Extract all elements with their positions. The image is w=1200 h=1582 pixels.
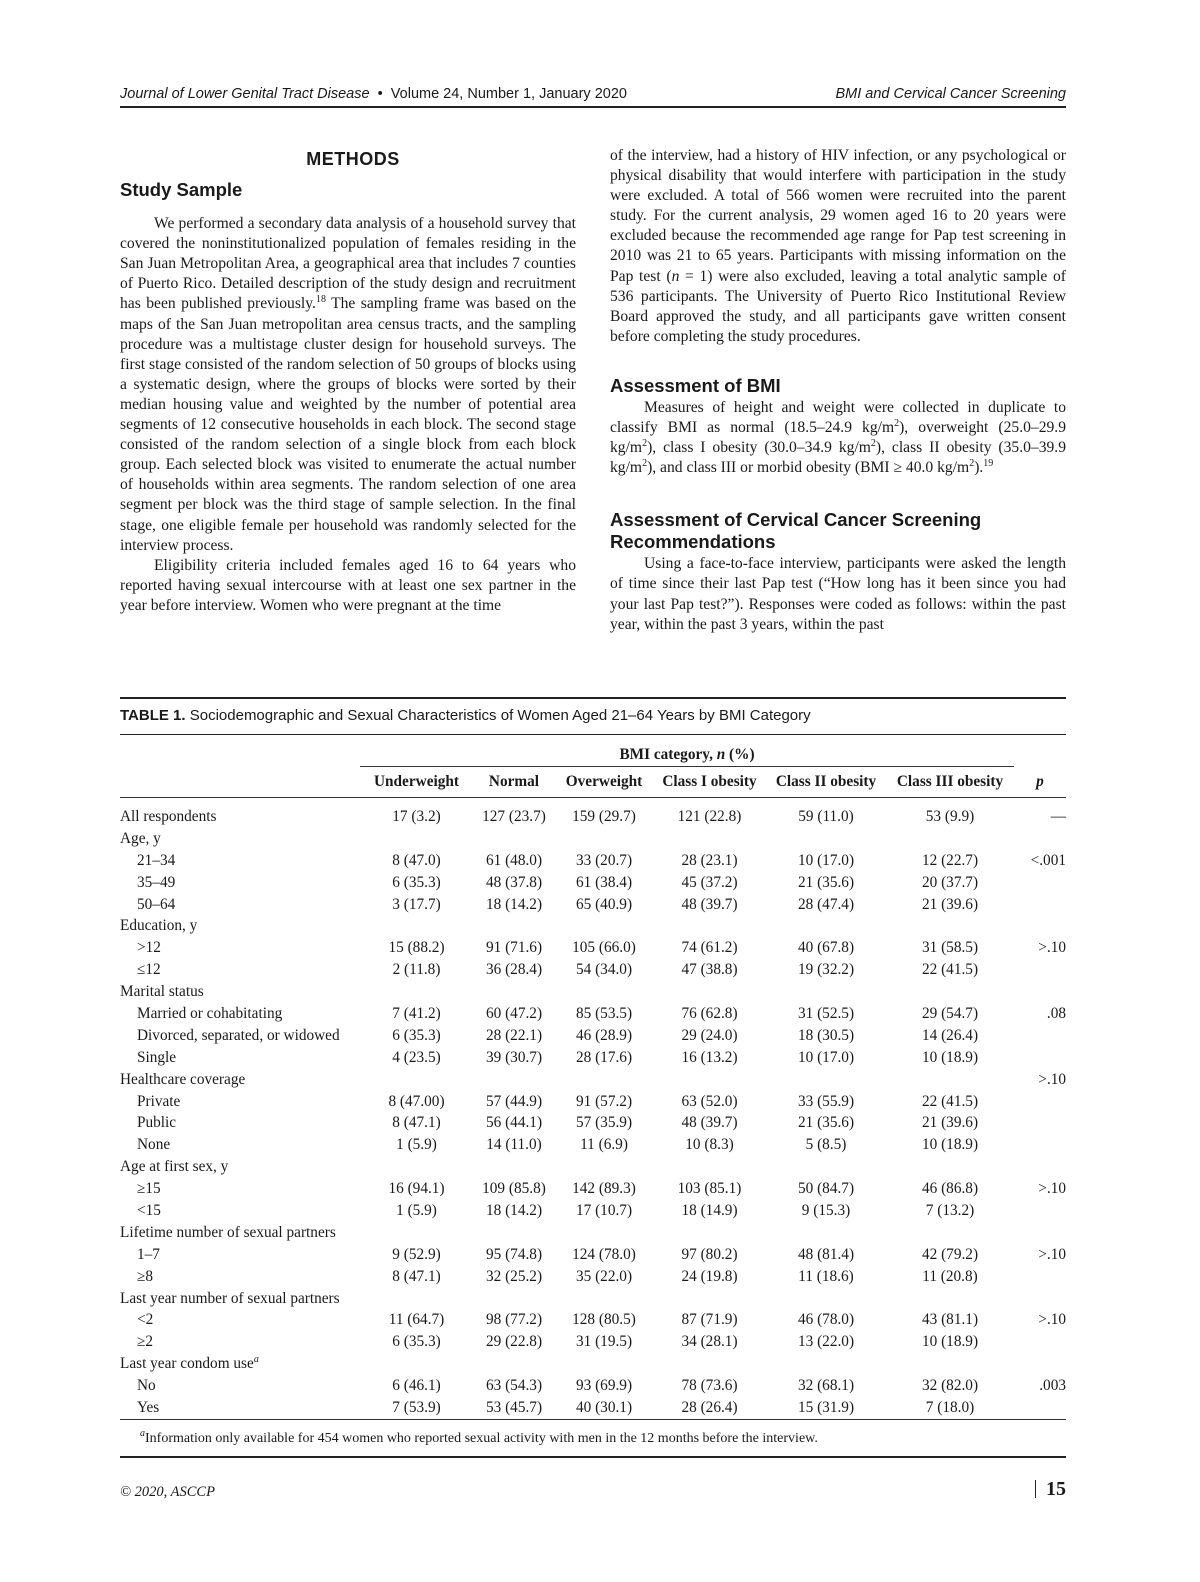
table-cell — [555, 1288, 653, 1310]
p-value-cell — [1014, 872, 1066, 894]
column-header-category: Class III obesity — [886, 767, 1014, 798]
table-cell — [653, 1353, 766, 1375]
row-label: ≥2 — [137, 1333, 154, 1351]
table-cell: 21 (39.6) — [921, 895, 979, 913]
table-cell: 43 (81.1) — [921, 1311, 979, 1329]
table-cell: 56 (44.1) — [485, 1114, 543, 1132]
table-cell — [360, 1222, 473, 1244]
table-cell — [766, 1222, 886, 1244]
table-row — [120, 806, 1066, 828]
table-cell — [886, 1069, 1014, 1091]
table-cell: 14 (26.4) — [921, 1026, 979, 1044]
row-label: Married or cohabitating — [137, 1004, 283, 1022]
eligibility-paragraph: Eligibility criteria included females aged 16 to 64 years who reported having sexual intercourse with at least one sex partner in the year before interview. Women who were pregnant at the time — [120, 556, 576, 614]
table-cell: 32 (82.0) — [921, 1377, 979, 1395]
table-cell: 28 (26.4) — [653, 1397, 766, 1419]
p-value-cell: >.10 — [1038, 1180, 1066, 1198]
table-cell — [886, 828, 1014, 850]
table-cell: 6 (35.3) — [392, 1026, 441, 1044]
table-row — [120, 959, 1066, 981]
row-label: Last year condom use$^a$ — [120, 1354, 259, 1373]
table-row — [120, 872, 1066, 894]
study-sample-heading: Study Sample — [120, 179, 243, 201]
table-caption-rule — [120, 734, 1066, 735]
reference-19[interactable]: 19 — [983, 458, 994, 470]
p-value-cell — [1014, 1353, 1066, 1375]
page-number: 15 — [1035, 1478, 1067, 1501]
table-cell: 8 (47.00) — [388, 1092, 445, 1110]
column-header-category: Class II obesity — [766, 767, 886, 798]
table-cell — [653, 828, 766, 850]
table-cell: 14 (11.0) — [486, 1136, 542, 1154]
table-cell: 61 (38.4) — [575, 873, 633, 891]
table-cell: 29 (24.0) — [681, 1026, 738, 1044]
table-cell: 6 (35.3) — [392, 1333, 441, 1351]
table-row — [120, 1222, 1066, 1244]
row-label: 50–64 — [137, 895, 176, 913]
table-cell: 16 (94.1) — [388, 1180, 445, 1198]
table-row — [120, 1003, 1066, 1025]
table-cell — [555, 1222, 653, 1244]
table-cell: 32 (68.1) — [797, 1377, 855, 1395]
table-cell: 5 (8.5) — [805, 1136, 847, 1154]
table-row — [120, 1375, 1066, 1397]
p-value-cell: <.001 — [1030, 851, 1066, 869]
row-label: None — [137, 1136, 171, 1154]
table-cell: 48 (39.7) — [681, 895, 738, 913]
table-cell: 91 (57.2) — [575, 1092, 633, 1110]
table-cell — [766, 1156, 886, 1178]
methods-heading: METHODS — [306, 149, 400, 169]
table-cell: 16 (13.2) — [681, 1048, 738, 1066]
table-cell: 46 (78.0) — [797, 1311, 855, 1329]
table-cell — [766, 1288, 886, 1310]
table-cell: 39 (30.7) — [485, 1048, 543, 1066]
table-cell: 18 (14.2) — [485, 1201, 543, 1219]
table-cell: 1 (5.9) — [396, 1201, 437, 1219]
table-cell: 78 (73.6) — [681, 1377, 738, 1395]
running-header-issue: Volume 24, Number 1, January 2020 — [390, 86, 627, 102]
table-top-rule — [120, 697, 1066, 699]
row-label: ≤12 — [137, 961, 161, 979]
row-label: ≥8 — [137, 1267, 154, 1285]
table-cell: 63 (52.0) — [681, 1092, 738, 1110]
table-cell: 128 (80.5) — [572, 1311, 636, 1329]
table-footnote: $^a$Information only available for 454 women who reported sexual activity with men in the 12 months before the interview. — [140, 1428, 818, 1446]
table-cell: 57 (35.9) — [575, 1114, 633, 1132]
table-cell: 12 (22.7) — [921, 851, 979, 869]
table-cell: 11 (64.7) — [388, 1311, 445, 1329]
table-row — [120, 894, 1066, 916]
table-row — [120, 828, 1066, 850]
table-cell — [360, 981, 473, 1003]
study-sample-paragraph: We performed a secondary data analysis of a household survey that covered the noninstitutionalized population of females residing in the San Juan Metropolitan Area, a geographical area that includes 7 counties of Puerto Rico. Detailed description of the study design and recruitment has been published previously.$^{18}$ The sampling frame was based on the maps of the San Juan metropolitan area census tracts, and the sampling procedure was a multistage cluster design for household surveys. The first stage consisted of the random selection of 50 groups of blocks using a systematic design, where the groups of blocks were sorted by their median housing value and weighted by the number of potential area segments of 12 consecutive households in each block. The second stage consisted of the random selection of a single block from each block group. Each selected block was visited to enumerate the actual number of households within area segments. The random selection of one area segment per block was the third stage of sample selection. In the final stage, one eligible female per household was randomly selected for the interview process. — [120, 215, 576, 554]
table-cell — [653, 1156, 766, 1178]
p-value-cell — [1014, 1156, 1066, 1178]
table-cell — [555, 828, 653, 850]
table-cell: 103 (85.1) — [677, 1180, 742, 1198]
table-cell — [555, 1353, 653, 1375]
left-column — [120, 146, 576, 616]
p-value-cell — [1014, 959, 1066, 981]
table-cell: 74 (61.2) — [681, 939, 738, 957]
table-cell: 48 (81.4) — [797, 1245, 855, 1263]
table-cell: 65 (40.9) — [575, 895, 633, 913]
table-cell: 17 (10.7) — [575, 1201, 633, 1219]
table-cell: 1 (5.9) — [396, 1136, 437, 1154]
table-cell: 24 (19.8) — [681, 1267, 738, 1285]
column-header-category: Underweight — [360, 767, 473, 798]
table-row — [120, 1134, 1066, 1156]
p-value-cell — [1014, 1200, 1066, 1222]
table-cell: 22 (41.5) — [921, 1092, 979, 1110]
table-cell: 60 (47.2) — [485, 1004, 543, 1022]
table-cell: 33 (55.9) — [797, 1092, 855, 1110]
column-header-category: Normal — [473, 767, 555, 798]
table-cell — [360, 1353, 473, 1375]
running-header-title: BMI and Cervical Cancer Screening — [835, 86, 1066, 102]
table-cell: 61 (48.0) — [485, 851, 543, 869]
p-value-cell — [1014, 981, 1066, 1003]
row-label: 35–49 — [137, 873, 176, 891]
exclusion-paragraph: of the interview, had a history of HIV infection, or any psychological or physical disability that would interfere with participation in the study were excluded. A total of 566 women were recruited into the parent study. For the current analysis, 29 women aged 16 to 20 years were excluded because the recommended age range for Pap test screening in 2010 was 21 to 65 years. Participants with missing information on the Pap test (n = 1) were also excluded, leaving a total analytic sample of 536 participants. The University of Puerto Rico Institutional Review Board approved the study, and all participants gave written consent before completing the study procedures. — [610, 147, 1066, 345]
row-label: Age at first sex, y — [120, 1158, 229, 1176]
table-cell: 36 (28.4) — [485, 961, 543, 979]
table-cell: 50 (84.7) — [797, 1180, 855, 1198]
table-cell: 15 (88.2) — [388, 939, 445, 957]
table-cell — [886, 1288, 1014, 1310]
table-cell: 127 (23.7) — [482, 807, 546, 825]
table-cell: 28 (17.6) — [575, 1048, 633, 1066]
table-cell: 18 (30.5) — [797, 1026, 855, 1044]
row-label: Public — [137, 1114, 177, 1132]
row-label: <2 — [137, 1311, 154, 1329]
row-label: 1–7 — [137, 1245, 160, 1263]
table-row — [120, 981, 1066, 1003]
table-cell: 35 (22.0) — [575, 1267, 633, 1285]
p-value-cell — [1014, 1091, 1066, 1113]
table-cell: 7 (41.2) — [392, 1004, 441, 1022]
table-cell: 42 (79.2) — [921, 1245, 979, 1263]
table-row — [120, 1353, 1066, 1375]
table-cell: 47 (38.8) — [681, 961, 738, 979]
table-cell: 46 (86.8) — [921, 1180, 979, 1198]
table-row — [120, 1112, 1066, 1134]
row-label: 21–34 — [137, 851, 176, 869]
table-cell: 21 (39.6) — [921, 1114, 979, 1132]
table-cell: 13 (22.0) — [797, 1333, 855, 1351]
row-label: Single — [137, 1048, 177, 1066]
column-header-row — [120, 767, 1066, 798]
table-cell: 29 (54.7) — [921, 1004, 979, 1022]
p-value-cell: >.10 — [1038, 1070, 1066, 1088]
table-cell: 54 (34.0) — [575, 961, 633, 979]
table-cell — [653, 1288, 766, 1310]
table-cell: 32 (25.2) — [485, 1267, 543, 1285]
table-cell: 10 (17.0) — [797, 851, 855, 869]
table-cell: 31 (52.5) — [797, 1004, 855, 1022]
row-label: Marital status — [120, 983, 204, 1001]
table-cell — [473, 828, 555, 850]
table-cell: 76 (62.8) — [681, 1004, 738, 1022]
p-value-cell — [1014, 1222, 1066, 1244]
table-cell: 57 (44.9) — [485, 1092, 543, 1110]
table-cell: 9 (15.3) — [801, 1201, 851, 1219]
table-cell — [473, 915, 555, 937]
bmi-paragraph: Measures of height and weight were collected in duplicate to classify BMI as normal (18.5–24.9 $kg/m^2$), overweight (25.0–29.9 $kg/m^2$), class I obesity (30.0–34.9 $kg/m^2$), class II obesity (35.0–39.9 $kg/m^2$), and class III or morbid obesity (BMI ≥ 40.0 $kg/m^2).^{19}$ — [610, 398, 1066, 477]
p-value-cell — [1014, 1112, 1066, 1134]
table-cell — [473, 1288, 555, 1310]
table-cell — [360, 1156, 473, 1178]
column-header-category: Class I obesity — [653, 767, 766, 798]
p-value-cell: >.10 — [1038, 1245, 1066, 1263]
p-value-cell: — — [1050, 807, 1066, 825]
table-cell: 18 (14.2) — [485, 895, 543, 913]
table-cell — [360, 828, 473, 850]
table-row — [120, 1025, 1066, 1047]
right-column — [610, 146, 1066, 635]
table-cell: 9 (52.9) — [392, 1245, 441, 1263]
table-row — [120, 1178, 1066, 1200]
table-cell: 21 (35.6) — [797, 1114, 855, 1132]
table-cell — [555, 915, 653, 937]
table-cell: 10 (8.3) — [685, 1136, 734, 1154]
table-cell: 29 (22.8) — [485, 1333, 543, 1351]
p-value-cell — [1014, 1047, 1066, 1069]
row-label: No — [137, 1377, 156, 1395]
table-cell: 10 (17.0) — [797, 1048, 855, 1066]
table-cell — [555, 1156, 653, 1178]
row-label: Healthcare coverage — [120, 1070, 246, 1088]
p-value-cell: >.10 — [1038, 939, 1066, 957]
row-label: Lifetime number of sexual partners — [120, 1223, 336, 1241]
p-value-cell — [1014, 1266, 1066, 1288]
table-cell — [653, 1222, 766, 1244]
p-value-cell — [1014, 828, 1066, 850]
table-cell: 8 (47.1) — [392, 1114, 441, 1132]
table-cell — [473, 1069, 555, 1091]
table-cell — [360, 915, 473, 937]
table-cell: 6 (35.3) — [392, 873, 441, 891]
table-row — [120, 937, 1066, 959]
p-value-cell — [1014, 915, 1066, 937]
bmi-heading: Assessment of BMI — [610, 374, 781, 396]
p-value-cell: .003 — [1039, 1377, 1066, 1395]
table-cell: 28 (23.1) — [681, 851, 738, 869]
table-row — [120, 1397, 1066, 1419]
table-cell — [886, 915, 1014, 937]
table-cell: 53 (45.7) — [473, 1397, 555, 1419]
table-cell: 18 (14.9) — [681, 1201, 738, 1219]
table-cell — [766, 1353, 886, 1375]
row-label: Divorced, separated, or widowed — [137, 1026, 340, 1044]
table-cell — [555, 1069, 653, 1091]
table-cell — [886, 1156, 1014, 1178]
table-cell: 28 (22.1) — [485, 1026, 543, 1044]
p-value-cell: >.10 — [1038, 1311, 1066, 1329]
table-cell — [766, 981, 886, 1003]
table-cell: 159 (29.7) — [572, 807, 636, 825]
table-cell — [360, 1288, 473, 1310]
table-row — [120, 1091, 1066, 1113]
p-value-cell — [1014, 1025, 1066, 1047]
table-cell — [653, 1069, 766, 1091]
running-header — [120, 86, 1066, 106]
running-header-journal: Journal of Lower Genital Tract Disease • Volume 24, Number 1, January 2020 — [120, 86, 627, 102]
table-row — [120, 1266, 1066, 1288]
table-cell — [653, 915, 766, 937]
table-cell — [360, 1069, 473, 1091]
table-cell: 8 (47.0) — [392, 851, 441, 869]
table-cell: 7 (53.9) — [360, 1397, 473, 1419]
table-cell: 85 (53.5) — [575, 1004, 633, 1022]
table-cell: 142 (89.3) — [572, 1180, 636, 1198]
table-cell: 48 (37.8) — [485, 873, 543, 891]
table-cell: 105 (66.0) — [572, 939, 636, 957]
table-cell: 2 (11.8) — [392, 961, 441, 979]
table-row — [120, 1047, 1066, 1069]
table-cell: 11 (6.9) — [580, 1136, 628, 1154]
table-cell: 31 (19.5) — [575, 1333, 633, 1351]
row-label: <15 — [137, 1201, 161, 1219]
table-cell: 28 (47.4) — [797, 895, 855, 913]
table-row — [120, 1069, 1066, 1091]
p-value-cell — [1014, 1134, 1066, 1156]
table-cell: 21 (35.6) — [797, 873, 855, 891]
p-value-cell — [1014, 1331, 1066, 1353]
table-cell: 8 (47.1) — [392, 1267, 441, 1285]
p-value-cell — [1014, 894, 1066, 916]
row-label: >12 — [137, 939, 161, 957]
table-cell — [473, 1222, 555, 1244]
table-cell: 91 (71.6) — [485, 939, 543, 957]
table-cell: 121 (22.8) — [677, 807, 742, 825]
table-cell: 3 (17.7) — [392, 895, 441, 913]
p-value-cell — [1014, 1288, 1066, 1310]
table-cell: 22 (41.5) — [921, 961, 979, 979]
table-cell — [766, 828, 886, 850]
table-cell: 7 (18.0) — [886, 1397, 1014, 1419]
table-cell — [886, 1222, 1014, 1244]
row-label: Education, y — [120, 917, 198, 935]
bmi-table — [120, 744, 1066, 1420]
table-cell: 48 (39.7) — [681, 1114, 738, 1132]
table-cell: 98 (77.2) — [485, 1311, 543, 1329]
table-cell: 10 (18.9) — [921, 1048, 979, 1066]
table-cell: 45 (37.2) — [681, 873, 738, 891]
table-cell — [473, 1156, 555, 1178]
row-label: All respondents — [120, 807, 217, 825]
column-header-category: Overweight — [555, 767, 653, 798]
row-label: Private — [137, 1092, 181, 1110]
table-cell — [653, 981, 766, 1003]
table-cell: 34 (28.1) — [681, 1333, 738, 1351]
reference-18[interactable]: 18 — [315, 294, 326, 306]
table-cell — [473, 1353, 555, 1375]
table-cell — [766, 915, 886, 937]
table-row — [120, 1331, 1066, 1353]
table-cell: 93 (69.9) — [575, 1377, 633, 1395]
table-row — [120, 915, 1066, 937]
table-cell: 97 (80.2) — [681, 1245, 738, 1263]
table-cell: 7 (13.2) — [925, 1201, 975, 1219]
table-cell: 6 (46.1) — [392, 1377, 441, 1395]
row-label: Yes — [120, 1397, 360, 1419]
table-cell: 87 (71.9) — [681, 1311, 738, 1329]
table-cell: 63 (54.3) — [485, 1377, 543, 1395]
table-cell: 33 (20.7) — [575, 851, 633, 869]
table-cell: 4 (23.5) — [392, 1048, 441, 1066]
table-cell — [766, 1069, 886, 1091]
table-cell: 11 (18.6) — [798, 1267, 854, 1285]
row-label: ≥15 — [137, 1180, 161, 1198]
p-value-cell: .08 — [1046, 1004, 1066, 1022]
table-cell — [555, 981, 653, 1003]
table-cell: 109 (85.8) — [482, 1180, 546, 1198]
column-header-p: p — [1014, 767, 1066, 798]
header-rule — [120, 106, 1066, 108]
table-cell — [473, 981, 555, 1003]
table-cell: 95 (74.8) — [485, 1245, 543, 1263]
table-row — [120, 1200, 1066, 1222]
copyright: © 2020, ASCCP — [120, 1484, 215, 1500]
table-cell: 59 (11.0) — [798, 807, 854, 825]
table-cell: 53 (9.9) — [925, 807, 975, 825]
table-cell: 17 (3.2) — [392, 807, 441, 825]
screening-paragraph: Using a face-to-face interview, participants were asked the length of time since their last Pap test (“How long has it been since you had your last Pap test?”). Responses were coded as follows: within the past year, within the past 3 years, within the past — [610, 555, 1066, 633]
bmi-category-header: BMI category, n (%) — [360, 744, 1014, 767]
table-cell: 40 (67.8) — [797, 939, 855, 957]
table-row — [120, 1244, 1066, 1266]
table-cell: 10 (18.9) — [921, 1333, 979, 1351]
row-label: Last year number of sexual partners — [120, 1289, 340, 1307]
table-caption: TABLE 1. Sociodemographic and Sexual Characteristics of Women Aged 21–64 Years by BMI Category — [120, 707, 811, 724]
table-cell: 15 (31.9) — [766, 1397, 886, 1419]
table-row — [120, 1156, 1066, 1178]
table-cell — [886, 981, 1014, 1003]
table-cell: 31 (58.5) — [921, 939, 979, 957]
table-cell: 11 (20.8) — [922, 1267, 978, 1285]
table-row — [120, 1309, 1066, 1331]
table-cell: 19 (32.2) — [797, 961, 855, 979]
table-cell: 46 (28.9) — [575, 1026, 633, 1044]
table-row — [120, 1288, 1066, 1310]
table-cell — [886, 1353, 1014, 1375]
table-cell: 124 (78.0) — [572, 1245, 636, 1263]
table-cell: 20 (37.7) — [921, 873, 979, 891]
row-label: Age, y — [120, 829, 161, 847]
p-value-cell — [1014, 1397, 1066, 1419]
table-cell: 40 (30.1) — [555, 1397, 653, 1419]
table-row — [120, 850, 1066, 872]
table-cell: 10 (18.9) — [921, 1136, 979, 1154]
screening-heading: Assessment of Cervical Cancer Screening Recommendations — [610, 509, 982, 553]
table-bottom-rule — [120, 1456, 1066, 1458]
